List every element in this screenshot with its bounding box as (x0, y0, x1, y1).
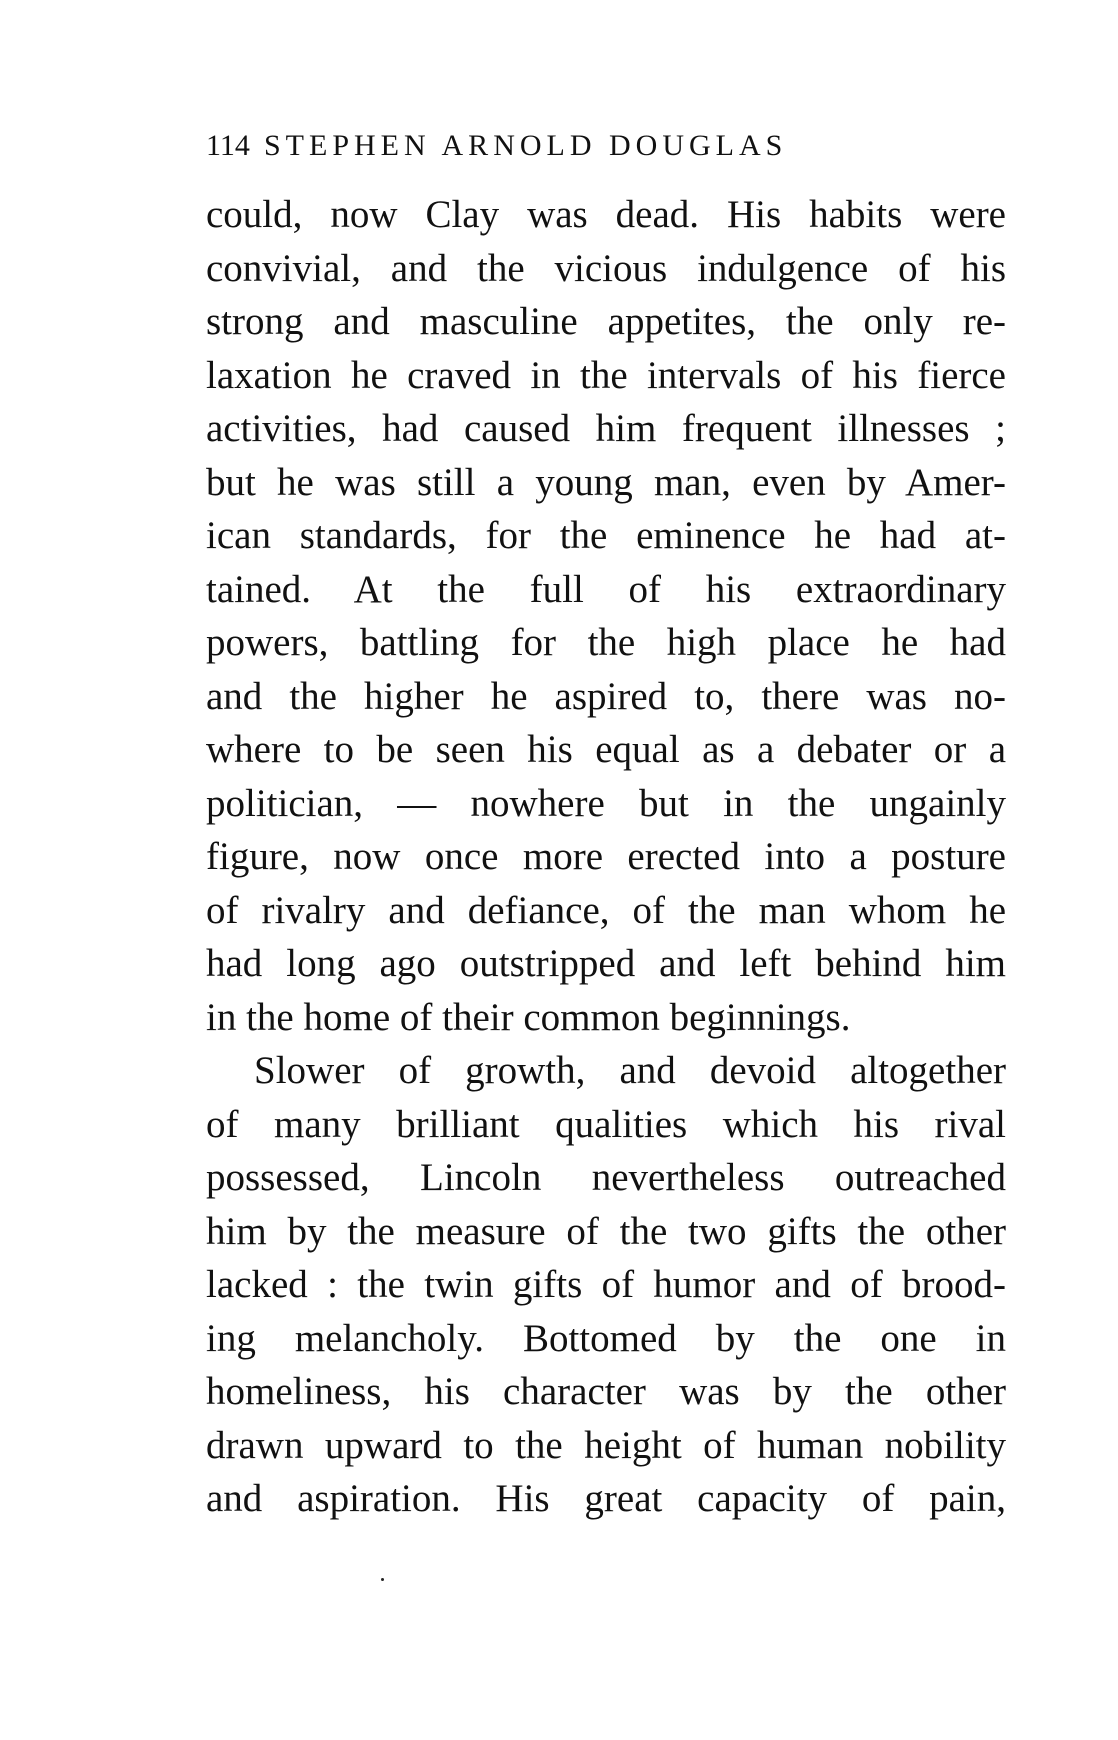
text-line: homeliness, his character was by the other (206, 1370, 1006, 1413)
text-line: but he was still a young man, even by Amer- (206, 460, 1006, 504)
text-line: Slower of growth, and devoid altogether (254, 1049, 1006, 1092)
text-line: where to be seen his equal as a debater or a (206, 728, 1006, 771)
paragraph-2 (206, 1044, 1006, 1526)
text-line: him by the measure of the two gifts the other (206, 1209, 1006, 1253)
body-text (206, 188, 1006, 1526)
ink-speck (381, 1578, 384, 1581)
text-line: and aspiration. His great capacity of pain, (206, 1477, 1006, 1520)
text-line: activities, had caused him frequent illnesses ; (206, 407, 1006, 450)
paragraph-1 (206, 188, 1006, 1044)
text-line: ican standards, for the eminence he had at- (206, 514, 1006, 557)
text-line: ing melancholy. Bottomed by the one in (206, 1316, 1006, 1360)
text-line: drawn upward to the height of human nobility (206, 1423, 1006, 1467)
text-line: lacked : the twin gifts of humor and of brood- (206, 1263, 1006, 1306)
text-line: strong and masculine appetites, the only re- (206, 300, 1006, 343)
text-line: had long ago outstripped and left behind him (206, 942, 1006, 985)
text-line: of many brilliant qualities which his rival (206, 1102, 1006, 1146)
text-line: tained. At the full of his extraordinary (206, 567, 1006, 611)
page-number: 114 (206, 129, 250, 162)
text-line: politician, — nowhere but in the ungainly (206, 781, 1006, 825)
text-line: and the higher he aspired to, there was no- (206, 674, 1006, 718)
text-line: in the home of their common beginnings. (206, 995, 851, 1039)
text-line: convivial, and the vicious indulgence of his (206, 246, 1006, 290)
running-title: STEPHEN ARNOLD DOUGLAS (264, 129, 788, 162)
text-line: powers, battling for the high place he had (206, 621, 1006, 664)
text-line: could, now Clay was dead. His habits were (206, 193, 1006, 236)
text-line: possessed, Lincoln nevertheless outreached (206, 1156, 1006, 1199)
page-header (206, 126, 1006, 166)
text-line: laxation he craved in the intervals of his fierce (206, 353, 1006, 397)
text-line: figure, now once more erected into a posture (206, 835, 1006, 878)
text-line: of rivalry and defiance, of the man whom he (206, 888, 1006, 932)
